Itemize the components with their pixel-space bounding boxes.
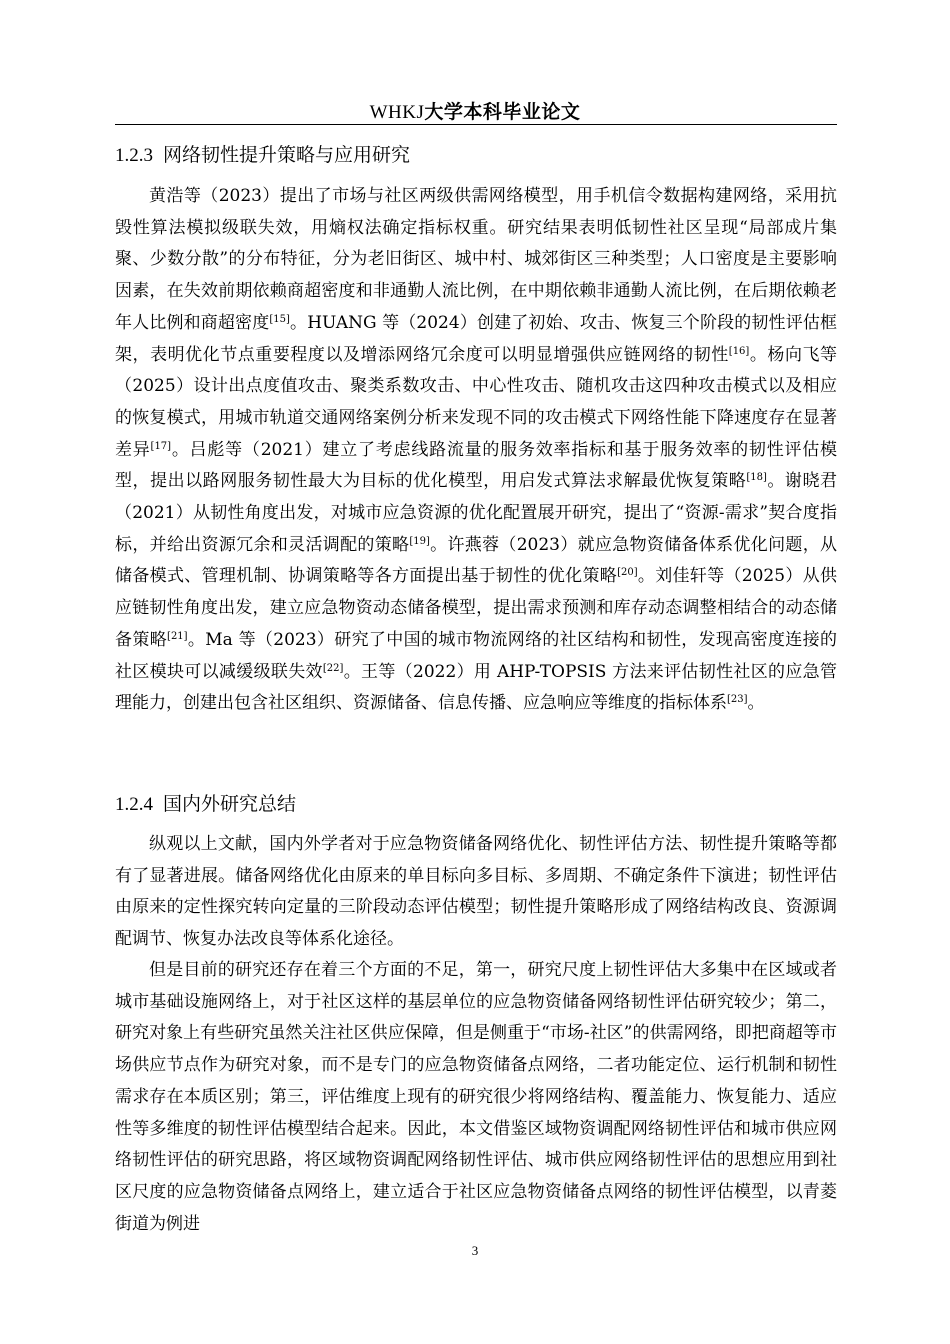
header-rule [115,124,837,125]
citation-ref: [19] [409,535,430,547]
section-heading-1-2-4 [115,790,837,819]
page-number: 3 [471,1243,479,1258]
citation-ref: [21] [167,630,188,642]
section-title: 网络韧性提升策略与应用研究 [163,144,411,166]
paragraph-text: 。许燕蓉（2023）就应急物资储备体系优化问题，从储备模式、管理机制、协调策略等各方面提出基于韧性的优化策略 [115,534,838,587]
citation-ref: [20] [617,567,638,579]
paragraph-text: 黄浩等（2023）提出了市场与社区两级供需网络模型，用手机信令数据构建网络，采用抗毁性算法模拟级联失效，用熵权法确定指标权重。研究结果表明低韧性社区呈现“局部成片集聚、少数分散”的分布特征，分为老旧街区、城中村、城郊街区三种类型；人口密度是主要影响因素，在失效前期依赖商超密度和非通勤人流比例，在中期依赖非通勤人流比例，在后期依赖老年人比例和商超密度 [115,186,837,333]
header-code: WHKJ [369,102,425,123]
section-heading-1-2-3 [115,141,837,170]
paragraph-text: 。杨向飞等（2025）设计出点度值攻击、聚类系数攻击、中心性攻击、随机攻击这四种攻击模式以及相应的恢复模式，用城市轨道交通网络案例分析来发现不同的攻击模式下网络性能下降速度存在显著差异 [115,344,838,460]
body-paragraph: 但是目前的研究还存在着三个方面的不足，第一，研究尺度上韧性评估大多集中在区域或者城市基础设施网络上，对于社区这样的基层单位的应急物资储备网络韧性评估研究较少；第二，研究对象上有些研究虽然关注社区供应保障，但是侧重于“市场-社区”的供需网络，即把商超等市场供应节点作为研究对象，而不是专门的应急物资储备点网络，二者功能定位、运行机制和韧性需求存在本质区别；第三，评估维度上现有的研究很少将网络结构、覆盖能力、恢复能力、适应性等多维度的韧性评估模型结合起来。因此，本文借鉴区域物资调配网络韧性评估和城市供应网络韧性评估的研究思路，将区域物资调配网络韧性评估、城市供应网络韧性评估的思想应用到社区尺度的应急物资储备点网络上，建立适合于社区应急物资储备点网络的韧性评估模型，以青菱街道为例进 [115,960,837,1234]
body-paragraph [115,181,837,720]
paragraph-text: 。 [747,693,765,714]
section-number: 1.2.3 [115,145,153,166]
section-number: 1.2.4 [115,794,153,815]
paragraph-text: 。刘佳轩等（2025）从供应链韧性角度出发，建立应急物资动态储备模型，提出需求预测和库存动态调整相结合的动态储备策略 [115,566,838,650]
body-paragraph: 纵观以上文献，国内外学者对于应急物资储备网络优化、韧性评估方法、韧性提升策略等都有了显著进展。储备网络优化由原来的单目标向多目标、多周期、不确定条件下演进；韧性评估由原来的定性探究转向定量的三阶段动态评估模型；韧性提升策略形成了网络结构改良、资源调配调节、恢复办法改良等体系化途径。 [115,834,837,950]
running-header [0,97,950,124]
paragraph-text: 。王等（2022）用 AHP-TOPSIS 方法来评估韧性社区的应急管理能力，创建出包含社区组织、资源储备、信息传播、应急响应等维度的指标体系 [115,661,837,714]
citation-ref: [17] [150,440,172,452]
citation-ref: [18] [746,472,767,484]
paragraph-text: 。吕彪等（2021）建立了考虑线路流量的服务效率指标和基于服务效率的韧性评估模型，提出以路网服务韧性最大为目标的优化模型，用启发式算法求解最优恢复策略 [115,439,838,492]
citation-ref: [23] [727,694,748,706]
header-title: 大学本科毕业论文 [424,101,581,123]
paragraph-text: 。HUANG 等（2024）创建了初始、攻击、恢复三个阶段的韧性评估框架，表明优化节点重要程度以及增添网络冗余度可以明显增强供应链网络的韧性 [115,312,837,365]
citation-ref: [22] [322,662,344,674]
paragraph-text: 。Ma 等（2023）研究了中国的城市物流网络的社区结构和韧性，发现高密度连接的社区模块可以减缓级联失效 [115,629,837,682]
citation-ref: [16] [728,345,750,357]
citation-ref: [15] [269,313,290,325]
paragraph-text: 。谢晓君（2021）从韧性角度出发，对城市应急资源的优化配置展开研究，提出了“资源-需求”契合度指标，并给出资源冗余和灵活调配的策略 [115,471,838,555]
section-title: 国内外研究总结 [163,793,297,815]
